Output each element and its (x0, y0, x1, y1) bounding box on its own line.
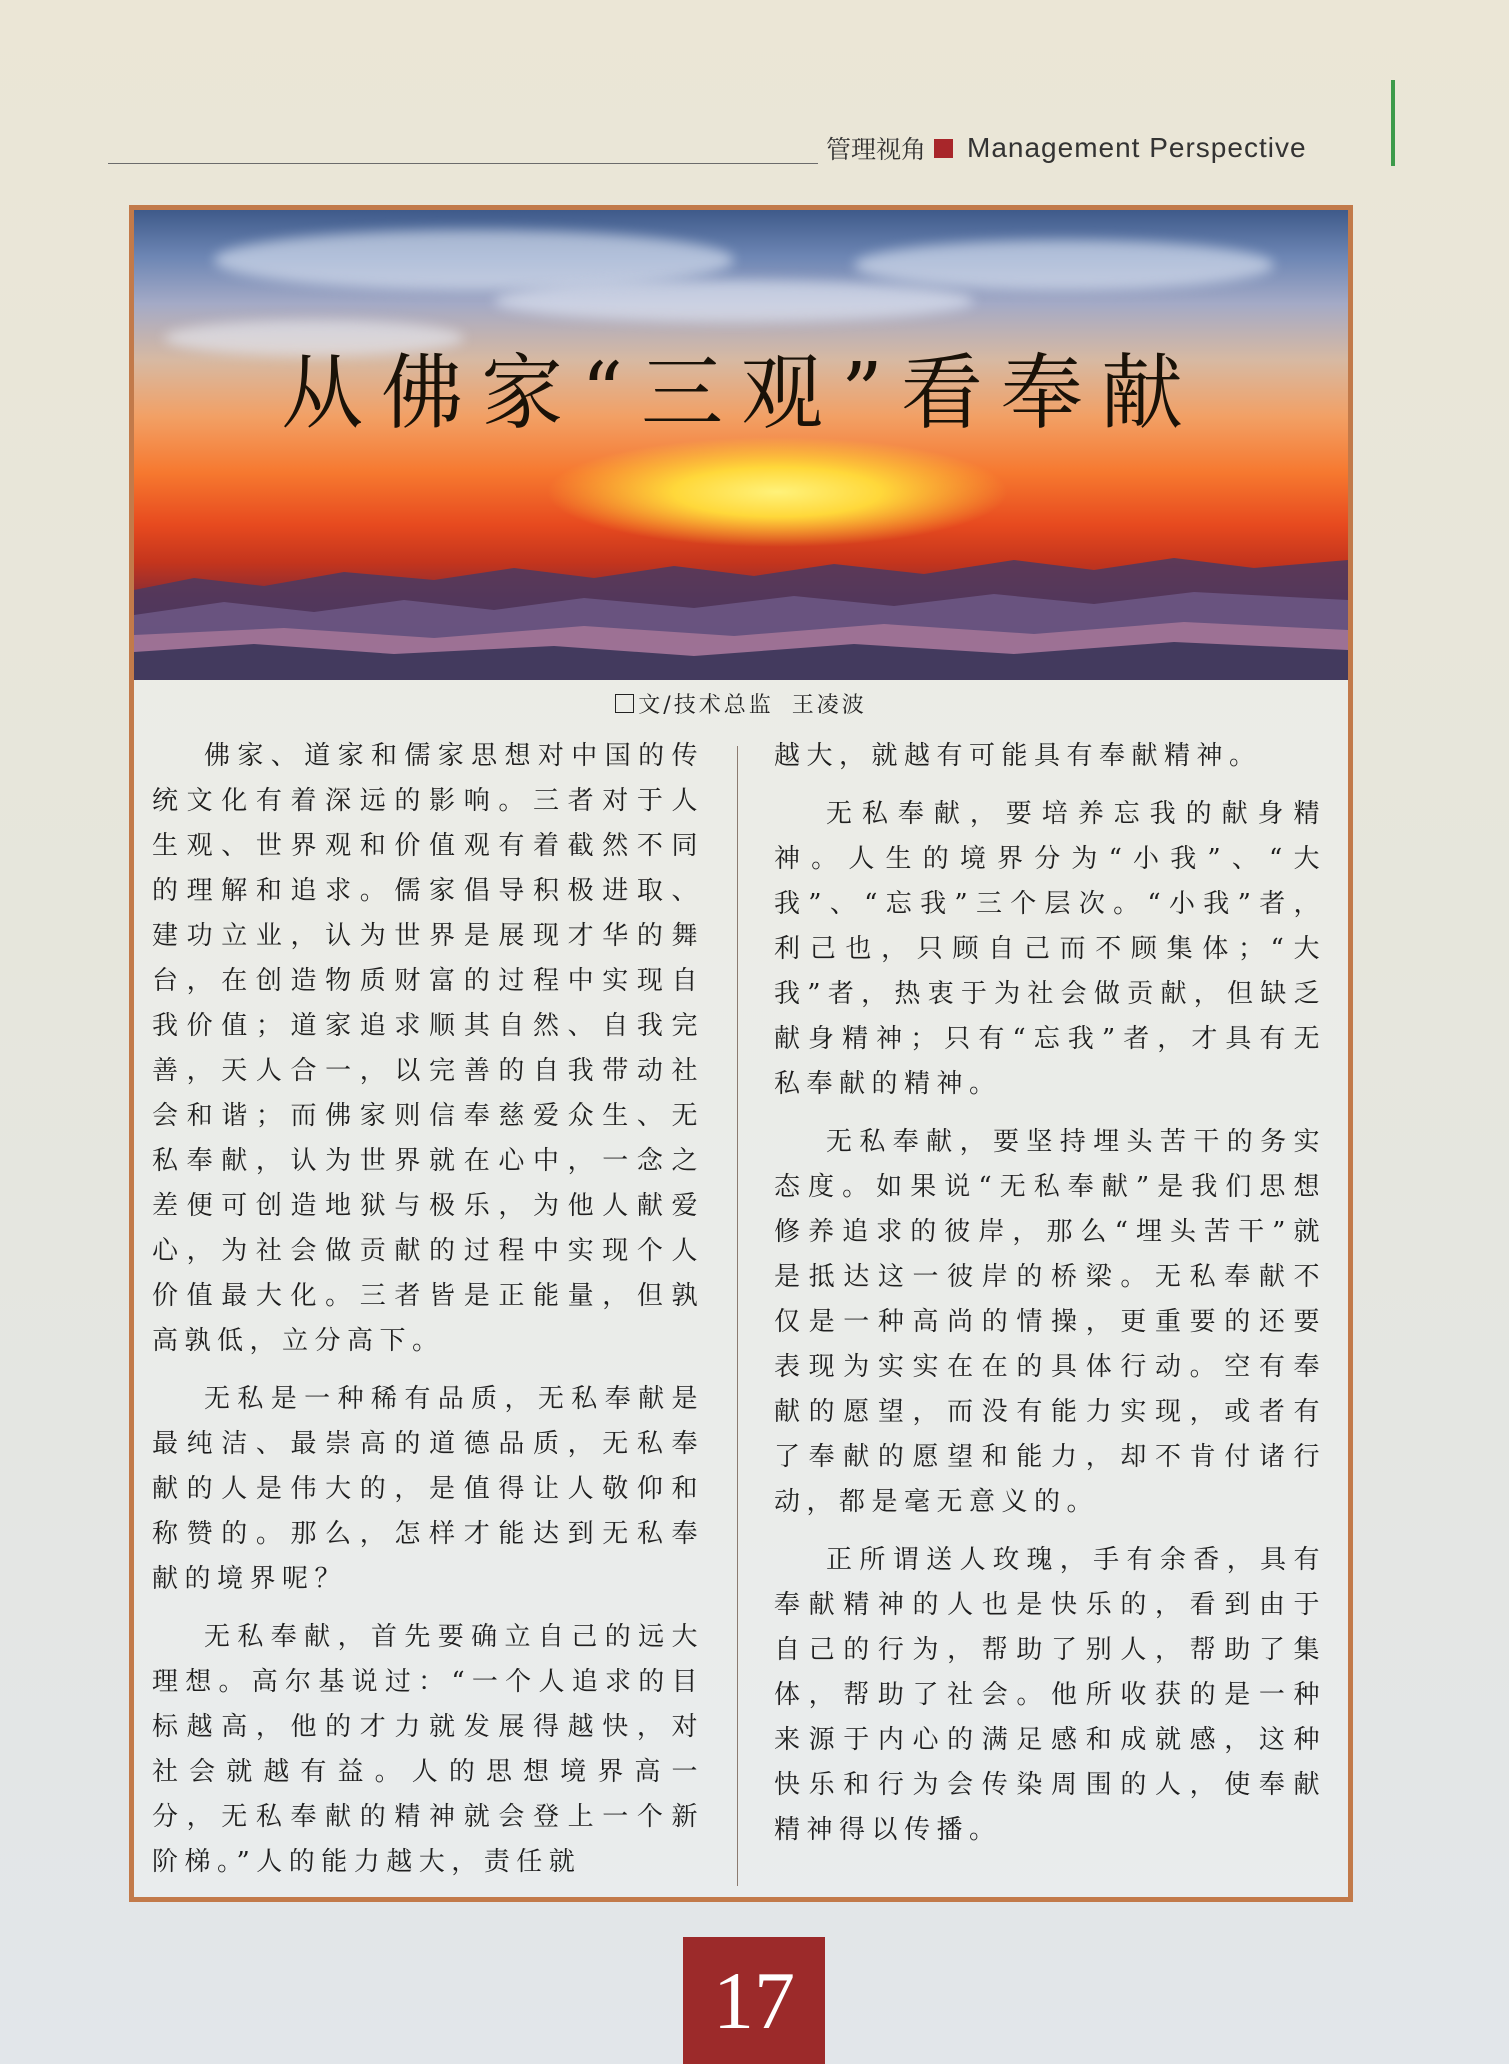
paragraph: 正所谓送人玫瑰，手有余香，具有奉献精神的人也是快乐的，看到由于自己的行为，帮助了别人，帮助了集体，帮助了社会。他所收获的是一种来源于内心的满足感和成就感，这种快乐和行为会传染周围的人，使奉献精神得以传播。 (774, 1545, 1326, 1845)
paragraph: 无私奉献，要坚持埋头苦干的务实态度。如果说“无私奉献”是我们思想修养追求的彼岸，那么“埋头苦干”就是抵达这一彼岸的桥梁。无私奉献不仅是一种高尚的情操，更重要的还要表现为实实在在的具体行动。空有奉献的愿望，而没有能力实现，或者有了奉献的愿望和能力，却不肯付诸行动，都是毫无意义的。 (774, 1127, 1326, 1517)
paragraph: 无私是一种稀有品质，无私奉献是最纯洁、最崇高的道德品质，无私奉献的人是伟大的，是值得让人敬仰和称赞的。那么，怎样才能达到无私奉献的境界呢？ (152, 1384, 704, 1594)
page-number: 17 (683, 1937, 825, 2064)
byline-role: 文/技术总监 (638, 693, 774, 718)
column-divider (737, 746, 738, 1886)
section-header (826, 130, 1307, 166)
section-title-zh: 管理视角 (826, 135, 927, 164)
article-title: 从佛家“三观”看奉献 (281, 346, 1201, 441)
mountain-silhouette (134, 520, 1348, 680)
article-frame (129, 205, 1353, 1902)
paragraph: 无私奉献，首先要确立自己的远大理想。高尔基说过：“一个人追求的目标越高，他的才力就发展得越快，对社会就越有益。人的思想境界高一分，无私奉献的精神就会登上一个新阶梯。”人的能力越大，责任就 (152, 1622, 704, 1877)
left-column (152, 734, 704, 1898)
header-rule (108, 163, 818, 164)
paragraph: 无私奉献，要培养忘我的献身精神。人生的境界分为“小我”、“大我”、“忘我”三个层次。“小我”者，利己也，只顾自己而不顾集体；“大我”者，热衷于为社会做贡献，但缺乏献身精神；只有“忘我”者，才具有无私奉献的精神。 (774, 799, 1326, 1099)
section-title-en: Management Perspective (967, 132, 1307, 163)
byline (134, 688, 1348, 719)
paragraph-continuation: 越大，就越有可能具有奉献精神。 (774, 741, 1262, 771)
header-accent-bar (1391, 80, 1395, 166)
byline-box-icon (615, 694, 634, 713)
sunset-banner-image (134, 210, 1348, 680)
section-marker-square (934, 139, 953, 158)
byline-author: 王凌波 (791, 693, 867, 718)
paragraph: 佛家、道家和儒家思想对中国的传统文化有着深远的影响。三者对于人生观、世界观和价值观有着截然不同的理解和追求。儒家倡导积极进取、建功立业，认为世界是展现才华的舞台，在创造物质财富的过程中实现自我价值；道家追求顺其自然、自我完善，天人合一，以完善的自我带动社会和谐；而佛家则信奉慈爱众生、无私奉献，认为世界就在心中，一念之差便可创造地狱与极乐，为他人献爱心，为社会做贡献的过程中实现个人价值最大化。三者皆是正能量，但孰高孰低，立分高下。 (152, 741, 704, 1356)
right-column (774, 734, 1326, 1866)
